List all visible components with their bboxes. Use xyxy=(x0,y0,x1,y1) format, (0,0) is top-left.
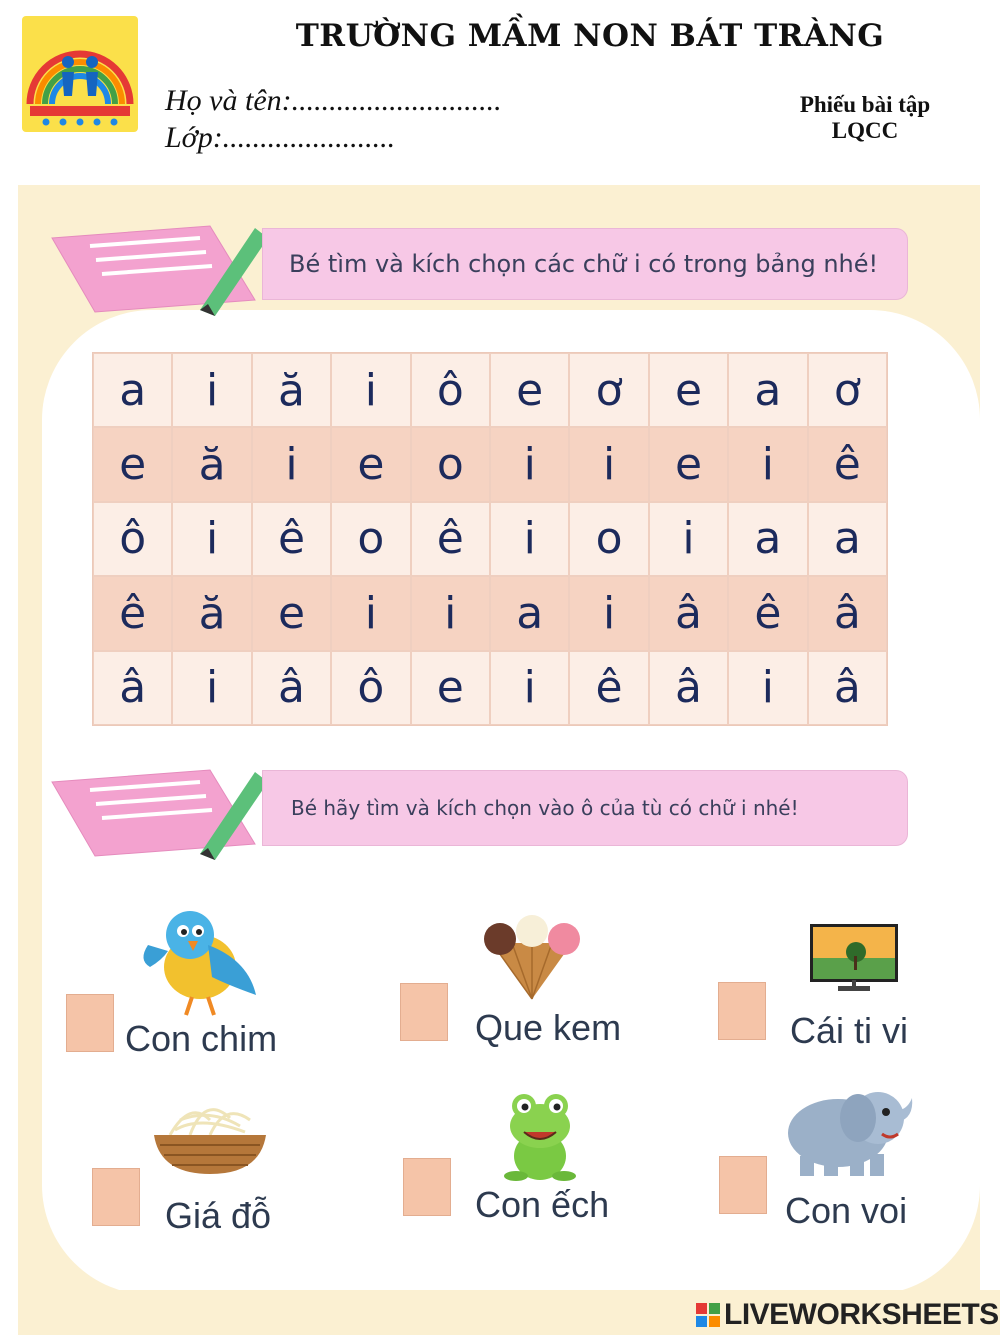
frog-icon xyxy=(500,1088,580,1183)
note-pencil-icon xyxy=(50,208,280,318)
liveworksheets-logo-icon xyxy=(696,1303,720,1327)
grid-cell-r4-c1[interactable]: ê xyxy=(93,576,172,650)
grid-cell-r4-c8[interactable]: â xyxy=(649,576,728,650)
grid-cell-r1-c6[interactable]: e xyxy=(490,353,569,427)
grid-cell-r2-c7[interactable]: i xyxy=(569,427,648,501)
task1-instruction: Bé tìm và kích chọn các chữ i có trong bảng nhé! xyxy=(289,250,879,278)
class-field-label: Lớp:....................... xyxy=(165,121,396,154)
sheet-type-line2: LQCC xyxy=(831,118,899,143)
grid-cell-r1-c3[interactable]: ă xyxy=(252,353,331,427)
bird-icon xyxy=(128,905,263,1020)
ice-cream-icon xyxy=(474,915,589,1000)
grid-cell-r1-c9[interactable]: a xyxy=(728,353,807,427)
grid-cell-r4-c9[interactable]: ê xyxy=(728,576,807,650)
grid-cell-r4-c2[interactable]: ă xyxy=(172,576,251,650)
task2-instruction: Bé hãy tìm và kích chọn vào ô của tù có chữ i nhé! xyxy=(291,796,799,820)
word-con-voi: Con voi xyxy=(785,1190,908,1231)
grid-cell-r1-c5[interactable]: ô xyxy=(411,353,490,427)
grid-cell-r1-c8[interactable]: e xyxy=(649,353,728,427)
grid-cell-r2-c8[interactable]: e xyxy=(649,427,728,501)
grid-cell-r4-c5[interactable]: i xyxy=(411,576,490,650)
grid-cell-r2-c5[interactable]: o xyxy=(411,427,490,501)
word-con-chim: Con chim xyxy=(125,1018,278,1059)
word-que-kem: Que kem xyxy=(475,1007,622,1048)
checkbox-cai-ti-vi[interactable] xyxy=(718,982,766,1040)
task2-banner xyxy=(262,770,908,846)
grid-cell-r4-c7[interactable]: i xyxy=(569,576,648,650)
grid-cell-r5-c8[interactable]: â xyxy=(649,651,728,725)
grid-cell-r3-c5[interactable]: ê xyxy=(411,502,490,576)
grid-cell-r3-c7[interactable]: o xyxy=(569,502,648,576)
grid-cell-r5-c9[interactable]: i xyxy=(728,651,807,725)
checkbox-con-chim[interactable] xyxy=(66,994,114,1052)
grid-cell-r2-c9[interactable]: i xyxy=(728,427,807,501)
grid-cell-r1-c10[interactable]: ơ xyxy=(808,353,887,427)
elephant-icon xyxy=(780,1078,920,1178)
grid-cell-r5-c2[interactable]: i xyxy=(172,651,251,725)
grid-cell-r5-c1[interactable]: â xyxy=(93,651,172,725)
note-pencil-icon xyxy=(50,752,280,862)
letter-grid xyxy=(92,352,888,726)
word-cai-ti-vi: Cái ti vi xyxy=(790,1010,909,1051)
grid-cell-r2-c2[interactable]: ă xyxy=(172,427,251,501)
grid-cell-r3-c2[interactable]: i xyxy=(172,502,251,576)
grid-cell-r3-c10[interactable]: a xyxy=(808,502,887,576)
grid-cell-r1-c1[interactable]: a xyxy=(93,353,172,427)
grid-cell-r3-c9[interactable]: a xyxy=(728,502,807,576)
brand-text: LIVEWORKSHEETS xyxy=(724,1298,999,1331)
grid-cell-r5-c10[interactable]: â xyxy=(808,651,887,725)
grid-cell-r3-c8[interactable]: i xyxy=(649,502,728,576)
grid-cell-r4-c4[interactable]: i xyxy=(331,576,410,650)
task1-banner xyxy=(262,228,908,300)
grid-cell-r5-c3[interactable]: â xyxy=(252,651,331,725)
checkbox-que-kem[interactable] xyxy=(400,983,448,1041)
grid-cell-r3-c1[interactable]: ô xyxy=(93,502,172,576)
grid-cell-r4-c3[interactable]: e xyxy=(252,576,331,650)
grid-cell-r3-c3[interactable]: ê xyxy=(252,502,331,576)
grid-cell-r4-c6[interactable]: a xyxy=(490,576,569,650)
checkbox-con-ech[interactable] xyxy=(403,1158,451,1216)
grid-cell-r1-c7[interactable]: ơ xyxy=(569,353,648,427)
liveworksheets-brand xyxy=(696,1298,999,1332)
television-icon xyxy=(808,922,900,998)
sheet-type-line1: Phiếu bài tập xyxy=(799,92,931,117)
school-title: TRƯỜNG MẦM NON BÁT TRÀNG xyxy=(295,18,885,54)
grid-cell-r5-c6[interactable]: i xyxy=(490,651,569,725)
checkbox-gia-do[interactable] xyxy=(92,1168,140,1226)
grid-cell-r5-c4[interactable]: ô xyxy=(331,651,410,725)
grid-cell-r4-c10[interactable]: â xyxy=(808,576,887,650)
name-field-label: Họ và tên:............................ xyxy=(165,84,502,117)
word-con-ech: Con ếch xyxy=(475,1184,610,1225)
grid-cell-r2-c3[interactable]: i xyxy=(252,427,331,501)
bean-sprouts-icon xyxy=(150,1090,270,1175)
school-logo xyxy=(22,16,138,132)
grid-cell-r5-c5[interactable]: e xyxy=(411,651,490,725)
grid-cell-r1-c2[interactable]: i xyxy=(172,353,251,427)
word-gia-do: Giá đỗ xyxy=(165,1195,272,1236)
grid-cell-r2-c6[interactable]: i xyxy=(490,427,569,501)
grid-cell-r2-c1[interactable]: e xyxy=(93,427,172,501)
checkbox-con-voi[interactable] xyxy=(719,1156,767,1214)
grid-cell-r2-c4[interactable]: e xyxy=(331,427,410,501)
grid-cell-r5-c7[interactable]: ê xyxy=(569,651,648,725)
grid-cell-r3-c6[interactable]: i xyxy=(490,502,569,576)
grid-cell-r2-c10[interactable]: ê xyxy=(808,427,887,501)
sheet-type xyxy=(770,92,960,144)
grid-cell-r3-c4[interactable]: o xyxy=(331,502,410,576)
grid-cell-r1-c4[interactable]: i xyxy=(331,353,410,427)
